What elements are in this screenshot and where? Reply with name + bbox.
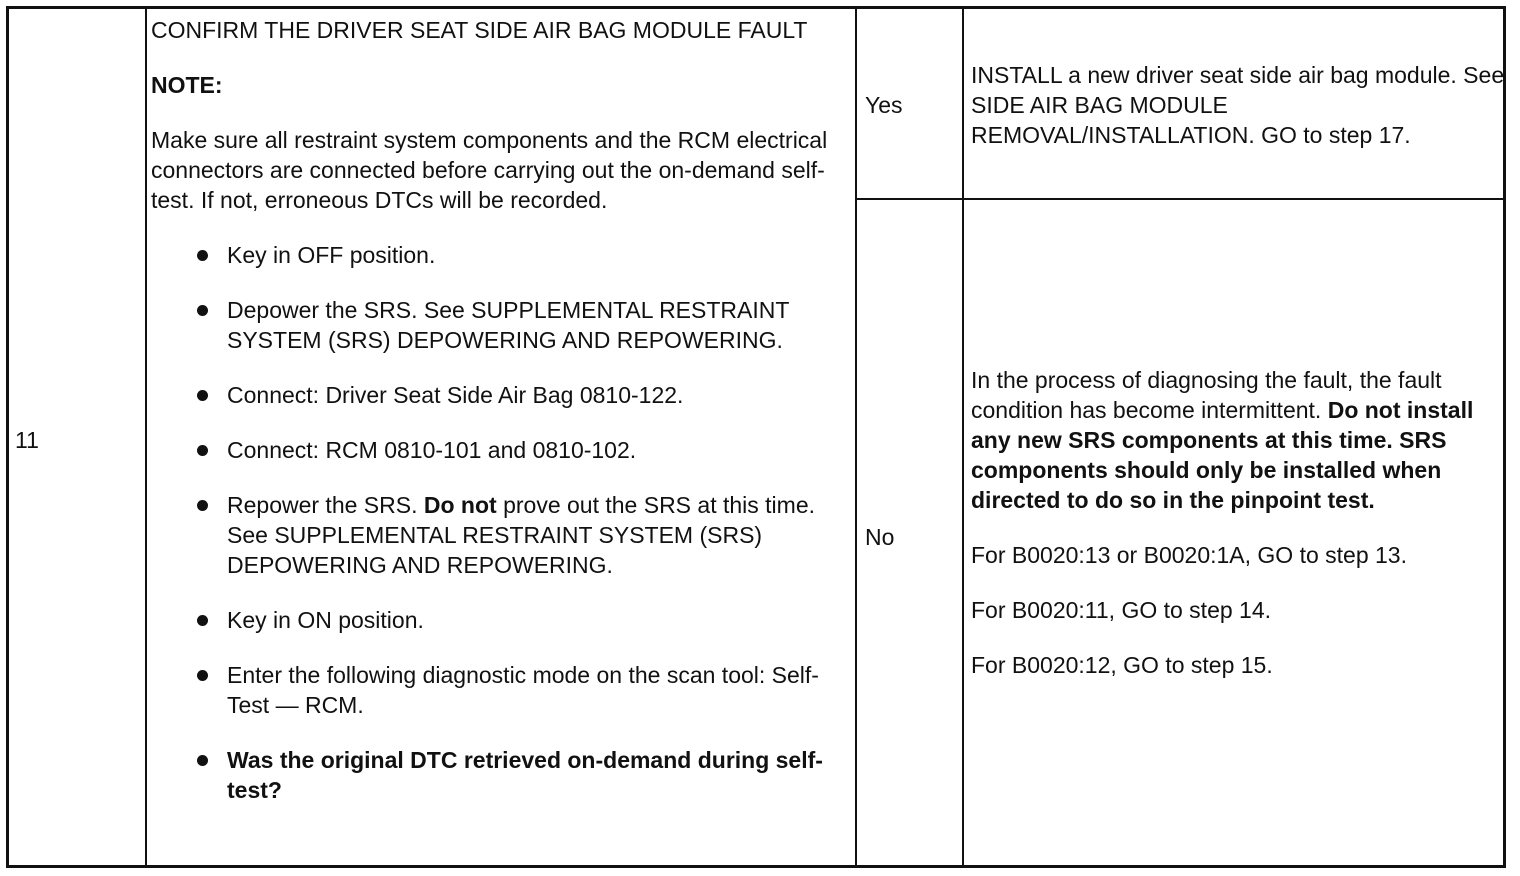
note-label: NOTE: bbox=[151, 72, 223, 98]
instruction-text: Key in OFF position. bbox=[227, 242, 436, 268]
instruction-list bbox=[151, 240, 841, 805]
test-step-cell bbox=[151, 15, 841, 805]
list-item bbox=[151, 295, 841, 355]
list-item bbox=[151, 745, 841, 805]
list-item bbox=[151, 660, 841, 720]
bullet-icon bbox=[197, 755, 208, 766]
column-divider bbox=[145, 9, 147, 865]
column-divider bbox=[962, 9, 964, 865]
emphasis-text: Do not bbox=[423, 492, 497, 518]
step-title: CONFIRM THE DRIVER SEAT SIDE AIR BAG MODULE FAULT bbox=[151, 17, 808, 43]
bullet-icon bbox=[197, 500, 208, 511]
instruction-text: Connect: RCM 0810-101 and 0810-102. bbox=[227, 437, 637, 463]
instruction-text bbox=[227, 492, 815, 578]
goto-step-text: For B0020:12, GO to step 15. bbox=[971, 652, 1273, 678]
bullet-icon bbox=[197, 250, 208, 261]
instruction-text: Enter the following diagnostic mode on the scan tool: Self-Test — RCM. bbox=[227, 662, 819, 718]
bullet-icon bbox=[197, 615, 208, 626]
result-action-yes: INSTALL a new driver seat side air bag module. See SIDE AIR BAG MODULE REMOVAL/INSTALLATION. GO to step 17. bbox=[971, 62, 1505, 148]
bullet-icon bbox=[197, 445, 208, 456]
warning-text: Do not install any new SRS components at this time. SRS components should only be installed when directed to do so in the pinpoint test. bbox=[971, 397, 1474, 513]
result-label-yes: Yes bbox=[865, 92, 903, 118]
instruction-text-part: prove out the SRS at this time. See SUPPLEMENTAL RESTRAINT SYSTEM (SRS) DEPOWERING AND REPOWERING. bbox=[227, 492, 816, 578]
instruction-text: Connect: Driver Seat Side Air Bag 0810-122. bbox=[227, 382, 684, 408]
instruction-text: Depower the SRS. See SUPPLEMENTAL RESTRAINT SYSTEM (SRS) DEPOWERING AND REPOWERING. bbox=[227, 297, 789, 353]
row-divider bbox=[857, 198, 1503, 200]
bullet-icon bbox=[197, 305, 208, 316]
list-item bbox=[151, 240, 841, 270]
column-divider bbox=[855, 9, 857, 865]
bullet-icon bbox=[197, 390, 208, 401]
intermittent-text: In the process of diagnosing the fault, the fault condition has become intermittent. bbox=[971, 367, 1442, 423]
result-action-no bbox=[971, 365, 1501, 705]
bullet-icon bbox=[197, 670, 208, 681]
list-item bbox=[151, 435, 841, 465]
list-item bbox=[151, 490, 841, 580]
list-item bbox=[151, 605, 841, 635]
goto-step-text: For B0020:13 or B0020:1A, GO to step 13. bbox=[971, 542, 1407, 568]
no-result-intro bbox=[971, 365, 1501, 515]
step-number: 11 bbox=[15, 427, 39, 453]
question-text: Was the original DTC retrieved on-demand during self-test? bbox=[227, 747, 823, 803]
instruction-text: Key in ON position. bbox=[227, 607, 424, 633]
goto-step-text: For B0020:11, GO to step 14. bbox=[971, 597, 1272, 623]
list-item bbox=[151, 380, 841, 410]
instruction-text-part: Repower the SRS. bbox=[227, 492, 424, 518]
note-text: Make sure all restraint system components and the RCM electrical connectors are connected before carrying out the on-demand self-test. If not, erroneous DTCs will be recorded. bbox=[151, 127, 828, 213]
pinpoint-test-table bbox=[6, 6, 1506, 868]
result-label-no: No bbox=[865, 524, 895, 550]
